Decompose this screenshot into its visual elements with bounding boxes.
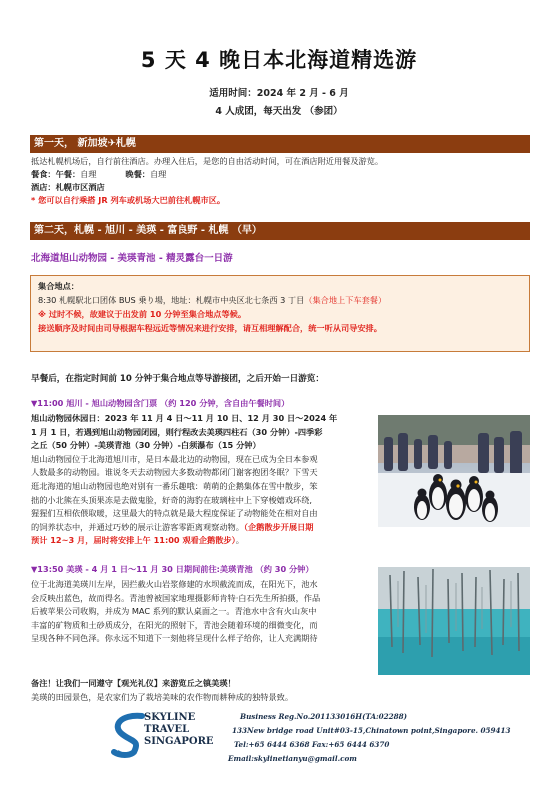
- day1-meals: 餐食：午餐：自理 晚餐：自理: [31, 169, 167, 179]
- etiquette-note: 备注！让我们一同遵守【观光礼仪】来游览丘之镇美瑛！: [31, 678, 236, 688]
- company-logo: SKYLINE TRAVEL SINGAPORE: [110, 708, 220, 758]
- warn-line2: 接送顺序及时间由司导根据车程远近等情况来进行安排，请互相理解配合，统一听从司导安排。: [38, 323, 382, 333]
- stop2-body: 位于北海道美瑛川左岸，因拦截火山岩浆修建的水坝截流而成，在阳光下，池水 会反映出蓝色，故而得名。青池曾被国家地理摄影师肯特·白石先生所拍摄，作品 后被苹果公司收购，并成为 MAC 系列的默认桌面之一。青池水中含有火山灰中 丰富的矿物质和土砂质成分，在阳光的照射下，青池会随着环境的细微变化，而 呈现各种不同色泽。你永远不知道下一刻他将呈现什么样子给你，让人充满期待: [31, 579, 321, 644]
- page-title: 5 天 4 晚日本北海道精选游: [140, 48, 418, 72]
- stop2-title: ▼13:50 美瑛 - 4 月 1 日～11 月 30 日期间前往:美瑛青池 （约 30 分钟）: [31, 564, 314, 574]
- blue-pond-photo: [378, 567, 530, 675]
- business-reg: Business Reg.No.201133016H(TA:02288): [240, 712, 408, 721]
- penguin-walk-photo: [378, 415, 530, 527]
- tour-title: 北海道旭山动物园 - 美瑛青池 - 精灵露台一日游: [31, 253, 233, 264]
- day1-line1: 抵达札幌机场后，自行前往酒店。办理入住后，是您的自由活动时间，可在酒店附近用餐及游览。: [31, 156, 384, 166]
- scenery-note: 美瑛的田园景色，是农家们为了栽培美味的农作物而耕种成的独特景致。: [31, 692, 294, 702]
- meet-title: 集合地点：: [38, 281, 79, 291]
- company-phone: Tel:+65 6444 6368 Fax:+65 6444 6370: [234, 740, 390, 749]
- stop1-title: ▼11:00 旭川 - 旭山动物园含门票 （约 120 分钟，含自由午餐时间）: [31, 398, 290, 408]
- day1-hotel: 酒店：札幌市区酒店: [31, 182, 105, 192]
- group-text: 4 人成团，每天出发 （参团）: [215, 106, 343, 117]
- day1-header: 第一天， 新加坡✈札幌: [30, 135, 530, 153]
- company-address: 133New bridge road Unit#03-15,Chinatown point,Singapore. 059413: [232, 726, 511, 735]
- stop1-body: 旭山动物园休园日：2023 年 11 月 4 日～11 月 10 日、12 月 30 日～2024 年 1 月 1 日，若遇到旭山动物园闭园，则行程改去美瑛四柱石（30 分钟）-四季彩 之丘（50 分钟）-美瑛青池（30 分钟）-白须瀑布（15 分钟） 旭山动物园位于北海道旭川市，是日本最北边的动物园，现在已成为全日本参观 人数最多的动物园。谁说冬天去动物园大多数动物都闭门谢客抱团冬眠？下雪天 逛北海道的旭山动物园也绝对别有一番乐趣哦：萌萌的企鹅集体在雪中散步，笨 拙的小北熊在头顶果冻是去做鬼脸，好奇的海豹在玻璃柱中上下穿梭嬉戏环绕, 猩猩们互相依偎取暖，这里最大的特点就是最大程度保证了动物能处在相对自由 的饲养状态中，并通过巧妙的展示让游客零距离观察动物。（企鹅散步开展日期 预计 12~3 月，届时将安排上午 11:00 观看企鹅散步）。: [31, 413, 338, 546]
- meet-line: 8:30 札幌駅北口团体 BUS 乗り場，地址：札幌市中央区北七条西 3 丁目（集合地上下车套餐）: [38, 295, 387, 305]
- period-text: 适用时间：2024 年 2 月 - 6 月: [209, 88, 349, 99]
- day2-intro: 早餐后，在指定时间前 10 分钟于集合地点等导游接团，之后开始一日游览：: [31, 374, 324, 384]
- day1-tip: * 您可以自行乘搭 JR 列车或机场大巴前往札幌市区。: [31, 195, 226, 205]
- warn-line1: ※ 过时不候，故建议于出发前 10 分钟至集合地点等候。: [38, 309, 247, 319]
- company-email[interactable]: Email:skylinetianyu@gmail.com: [228, 754, 357, 763]
- day2-header: 第二天，札幌 - 旭川 - 美瑛 - 富良野 - 札幌 （早）: [30, 222, 530, 240]
